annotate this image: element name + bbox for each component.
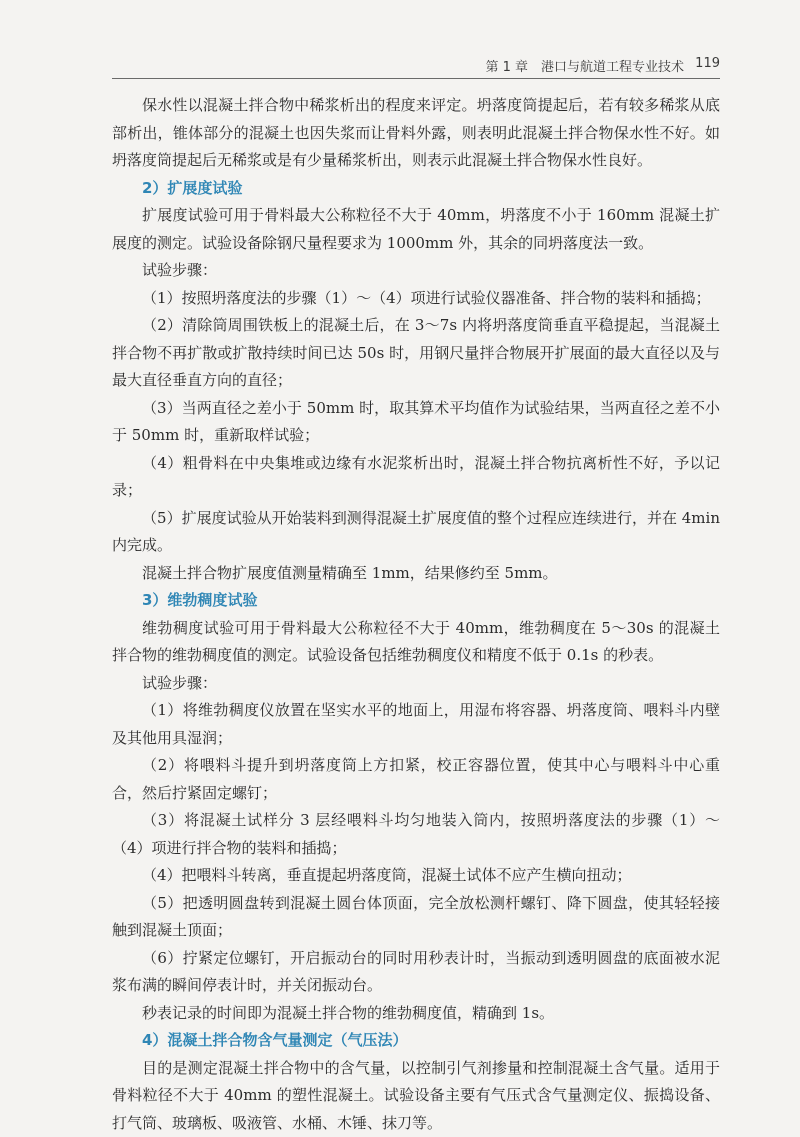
list-item: （2）清除筒周围铁板上的混凝土后，在 3～7s 内将坍落度筒垂直平稳提起，当混凝土拌合物不再扩散或扩散持续时间已达 50s 时，用钢尺量拌合物展开扩展面的最大直径以及与最大直径垂直方向的直径； (112, 312, 720, 395)
page-body (112, 92, 720, 1137)
paragraph: 混凝土拌合物扩展度值测量精确至 1mm，结果修约至 5mm。 (112, 560, 720, 588)
section-heading: 2）扩展度试验 (112, 175, 720, 203)
paragraph: 目的是测定混凝土拌合物中的含气量，以控制引气剂掺量和控制混凝土含气量。适用于骨料粒径不大于 40mm 的塑性混凝土。试验设备主要有气压式含气量测定仪、振捣设备、打气筒、玻璃板、吸液管、水桶、木锤、抹刀等。 (112, 1055, 720, 1137)
list-item: （3）当两直径之差小于 50mm 时，取其算术平均值作为试验结果，当两直径之差不小于 50mm 时，重新取样试验； (112, 395, 720, 450)
paragraph: 秒表记录的时间即为混凝土拌合物的维勃稠度值，精确到 1s。 (112, 1000, 720, 1028)
chapter-title: 第 1 章 港口与航道工程专业技术 (485, 56, 684, 75)
paragraph: 试验步骤： (112, 670, 720, 698)
list-item: （2）将喂料斗提升到坍落度筒上方扣紧，校正容器位置，使其中心与喂料斗中心重合，然后拧紧固定螺钉； (112, 752, 720, 807)
paragraph: 试验步骤： (112, 257, 720, 285)
paragraph: 维勃稠度试验可用于骨料最大公称粒径不大于 40mm，维勃稠度在 5～30s 的混凝土拌合物的维勃稠度值的测定。试验设备包括维勃稠度仪和精度不低于 0.1s 的秒表。 (112, 615, 720, 670)
paragraph: 保水性以混凝土拌合物中稀浆析出的程度来评定。坍落度筒提起后，若有较多稀浆从底部析出，锥体部分的混凝土也因失浆而让骨料外露，则表明此混凝土拌合物保水性不好。如坍落度筒提起后无稀浆或是有少量稀浆析出，则表示此混凝土拌合物保水性良好。 (112, 92, 720, 175)
page-number: 119 (695, 56, 720, 71)
section-heading: 3）维勃稠度试验 (112, 587, 720, 615)
list-item: （4）粗骨料在中央集堆或边缘有水泥浆析出时，混凝土拌合物抗离析性不好，予以记录； (112, 450, 720, 505)
list-item: （5）把透明圆盘转到混凝土圆台体顶面，完全放松测杆螺钉、降下圆盘，使其轻轻接触到混凝土顶面； (112, 890, 720, 945)
list-item: （6）拧紧定位螺钉，开启振动台的同时用秒表计时，当振动到透明圆盘的底面被水泥浆布满的瞬间停表计时，并关闭振动台。 (112, 945, 720, 1000)
list-item: （4）把喂料斗转离，垂直提起坍落度筒，混凝土试体不应产生横向扭动； (112, 862, 720, 890)
list-item: （1）按照坍落度法的步骤（1）～（4）项进行试验仪器准备、拌合物的装料和插捣； (112, 285, 720, 313)
running-header (112, 52, 720, 79)
list-item: （3）将混凝土试样分 3 层经喂料斗均匀地装入筒内，按照坍落度法的步骤（1）～（4）项进行拌合物的装料和插捣； (112, 807, 720, 862)
list-item: （5）扩展度试验从开始装料到测得混凝土扩展度值的整个过程应连续进行，并在 4min 内完成。 (112, 505, 720, 560)
section-heading: 4）混凝土拌合物含气量测定（气压法） (112, 1027, 720, 1055)
paragraph: 扩展度试验可用于骨料最大公称粒径不大于 40mm，坍落度不小于 160mm 混凝土扩展度的测定。试验设备除钢尺量程要求为 1000mm 外，其余的同坍落度法一致。 (112, 202, 720, 257)
list-item: （1）将维勃稠度仪放置在坚实水平的地面上，用湿布将容器、坍落度筒、喂料斗内壁及其他用具湿润； (112, 697, 720, 752)
